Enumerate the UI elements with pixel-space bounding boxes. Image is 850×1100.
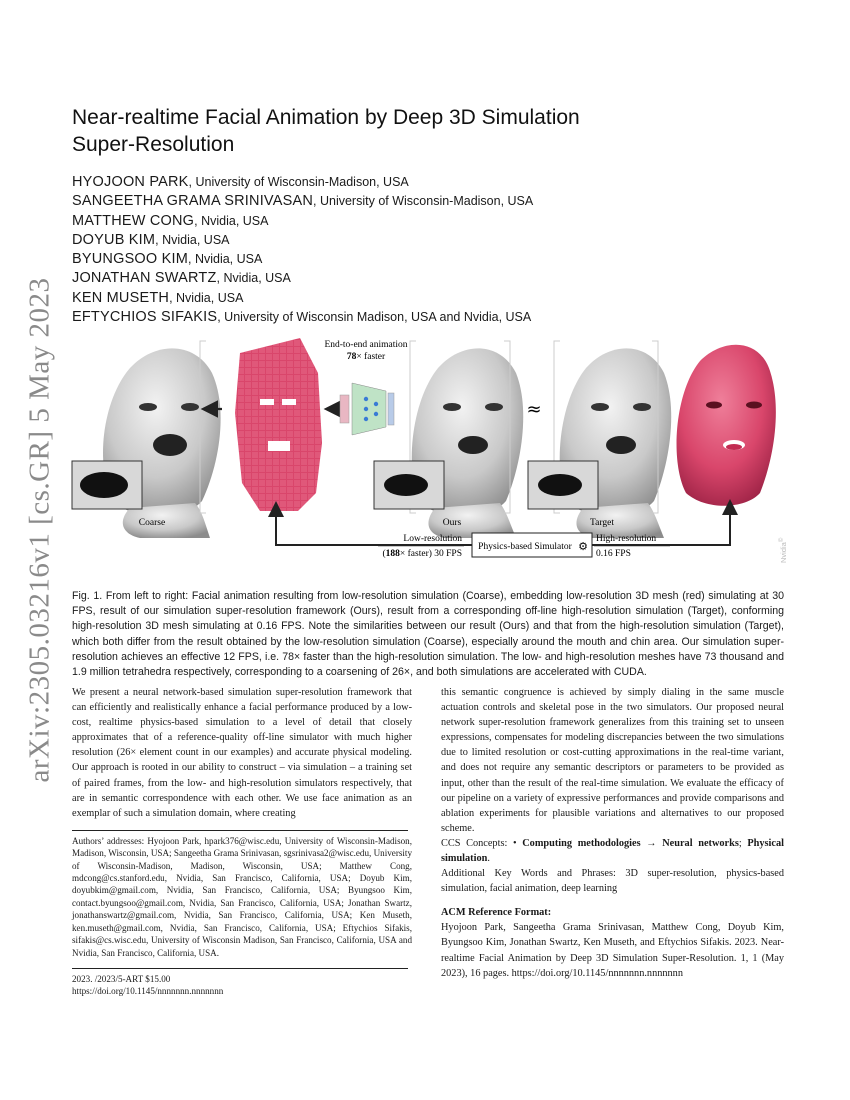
author-affiliation: , Nvidia, USA [216, 271, 291, 286]
low-res-fps: (188× faster) 30 FPS [382, 549, 462, 559]
figure-label-coarse: Coarse [138, 518, 166, 528]
high-res-label: High-resolution [596, 534, 657, 544]
abstract-part-1: We present a neural network-based simulation super-resolution framework that can efficiently and realistically enhance a facial performance produced by a low-cost, realtime physics-based simulation to a level of detail that closely approximates that of a reference-quality off-line simulator with much higher resolution (26× element count in our examples) and accurate physical modeling. Our approach is rooted in our ability to construct – via simulation – a training set of paired frames, from the low- and high-resolution simulators respectively, that are in semantic correspondence with each other. We use face animation as an exemplar of such a simulation domain, where creating [72, 687, 412, 819]
left-column [72, 685, 412, 998]
ccs-concepts [441, 836, 784, 866]
physics-simulator-label: Physics-based Simulator [478, 542, 572, 552]
high-res-mesh-render [677, 345, 776, 506]
low-res-fps-rest: × faster) 30 FPS [399, 549, 462, 559]
author-entry [72, 269, 792, 288]
gear-icon: ⚙ [578, 540, 588, 553]
author-affiliation: , University of Wisconsin Madison, USA and Nvidia, USA [217, 310, 532, 325]
author-entry [72, 192, 792, 211]
author-affiliation: , University of Wisconsin-Madison, USA [188, 175, 409, 189]
copyright-line: 2023. /2023/5-ART $15.00 [72, 973, 171, 984]
author-entry [72, 212, 792, 231]
doi-link[interactable]: https://doi.org/10.1145/nnnnnnn.nnnnnnn [72, 986, 224, 997]
author-entry [72, 173, 792, 192]
author-name: SANGEETHA GRAMA SRINIVASAN [72, 193, 314, 210]
e2e-animation-label: End-to-end animation [324, 340, 408, 350]
neural-network-icon [340, 383, 394, 435]
authors-addresses: Authors’ addresses: Hyojoon Park, hpark376@wisc.edu, University of Wisconsin-Madison, Madison, Wisconsin, USA; Sangeetha Grama Srinivasan, sgsrinivasa2@wisc.edu, University of Wisconsin-Madison, Madison, Wisconsin, USA; Matthew Cong, mdcong@cs.stanford.edu, Nvidia, San Francisco, California, USA; Doyub Kim, doyubkim@gmail.com, Nvidia, San Francisco, California, USA; Byungsoo Kim, contact.byungsoo@gmail.com, Nvidia, San Francisco, California, USA; Jonathan Swartz, jonathanswartz@gmail.com, Nvidia, San Francisco, California, USA; Ken Museth, ken.museth@gmail.com, Nvidia, San Francisco, California, USA; Eftychios Sifakis, sifakis@cs.wisc.edu, University of Wisconsin Madison, San Francisco, California, USA and Nvidia, San Francisco, California, USA. [72, 835, 412, 958]
e2e-speedup-unit: × faster [356, 352, 386, 362]
coarse-head-render [103, 348, 221, 538]
low-res-speedup-value: 188 [385, 549, 400, 559]
author-name: KEN MUSETH [72, 289, 170, 306]
arxiv-stamp [20, 277, 60, 783]
arxiv-identifier: arXiv:2305.03216v1 [cs.GR] 5 May 2023 [23, 277, 56, 783]
ccs-prefix: CCS Concepts: • [441, 837, 523, 849]
author-entry [72, 289, 792, 308]
author-affiliation: , University of Wisconsin-Madison, USA [313, 194, 534, 209]
figure-label-ours: Ours [442, 518, 462, 528]
nvidia-credit-mark: © [779, 537, 785, 543]
teaser-figure [70, 333, 790, 565]
paper-title [72, 104, 692, 158]
ccs-concept-1: Computing methodologies → Neural networks [522, 837, 739, 849]
ccs-separator: ; [738, 837, 748, 849]
title-line-1: Near-realtime Facial Animation by Deep 3D Simulation [72, 106, 580, 129]
acm-reference-heading: ACM Reference Format: [441, 907, 552, 919]
ours-head-render [412, 348, 524, 538]
approx-symbol: ≈ [526, 399, 542, 420]
ccs-end: . [487, 853, 490, 865]
low-res-label: Low-resolution [403, 534, 462, 544]
author-affiliation: , Nvidia, USA [169, 290, 244, 305]
figure-label-target: Target [590, 518, 614, 528]
high-res-fps: 0.16 FPS [596, 549, 631, 559]
author-affiliation: , Nvidia, USA [194, 213, 269, 228]
e2e-speedup-label [347, 351, 386, 362]
low-res-mesh-render [235, 338, 322, 511]
e2e-speedup-value: 78 [346, 352, 357, 362]
author-name: EFTYCHIOS SIFAKIS [72, 309, 218, 326]
author-affiliation: , Nvidia, USA [188, 252, 263, 267]
author-name: HYOJOON PARK [72, 174, 189, 190]
publication-ids [72, 973, 412, 998]
author-name: BYUNGSOO KIM [72, 251, 188, 268]
author-affiliation: , Nvidia, USA [155, 232, 230, 247]
keywords: Additional Key Words and Phrases: 3D super-resolution, physics-based simulation, facial animation, deep learning [441, 868, 784, 895]
author-entry [72, 308, 792, 327]
nvidia-credit-name: Nvidia [779, 542, 788, 563]
author-name: DOYUB KIM [72, 231, 156, 248]
footnote-divider [72, 830, 408, 831]
abstract-part-2: this semantic congruence is achieved by simply dialing in the same muscle actuation controls and skeletal pose in the two simulators. Our proposed neural network super-resolution framework generalizes from this training set to unseen expressions, compensates for modeling discrepancies between the two simulations due to limited resolution or cost-cutting approximations in the real-time variant, and does not require any semantic descriptors or parameters to be provided as input, other than the result of the real-time simulation. We evaluate the efficacy of our pipeline on a variety of expressive performances and provide comparisons and ablation experiments for plausible variations and alternatives to our proposed scheme. [441, 687, 784, 834]
author-list [72, 173, 792, 327]
footnote-divider-2 [72, 968, 408, 969]
author-name: JONATHAN SWARTZ [72, 270, 217, 287]
acm-reference: Hyojoon Park, Sangeetha Grama Srinivasan, Matthew Cong, Doyub Kim, Byungsoo Kim, Jonathan Swartz, Ken Museth, and Eftychios Sifakis. 2023. Near-realtime Facial Animation by Deep 3D Simulation Super-Resolution. 1, 1 (May 2023), 16 pages. https://doi.org/10.1145/nnnnnnn.nnnnnnn [441, 922, 784, 979]
coarse-mouth-inset [72, 461, 142, 509]
title-line-2: Super-Resolution [72, 133, 235, 156]
author-entry [72, 250, 792, 269]
ours-mouth-inset [374, 461, 444, 509]
author-entry [72, 231, 792, 250]
nvidia-credit [778, 537, 788, 563]
ccs-concept-2: Physical simulation [441, 837, 784, 865]
target-mouth-inset [528, 461, 598, 509]
target-head-render [560, 348, 672, 538]
author-name: MATTHEW CONG [72, 212, 195, 229]
figure-caption: Fig. 1. From left to right: Facial animation resulting from low-resolution simulation (Coarse), embedding low-resolution 3D mesh (red) simulating at 30 FPS, result of our simulation super-resolution framework (Ours), result from a corresponding off-line high-resolution simulation (Target), conforming high-resolution 3D mesh simulating at 0.16 FPS. Note the similarities between our result (Ours) and that from the high-resolution simulation (Target), which both differ from the result obtained by the low-resolution simulation (Coarse), especially around the mouth and chin area. Our simulation super-resolution achieves an effective 12 FPS, i.e. 78× faster than the high-resolution simulation. The low- and high-resolution meshes have 73 thousand and 1.9 million tetrahedra respectively, corresponding to a coarsening of 26×, and both simulations are accelerated with CUDA. [72, 590, 784, 679]
right-column [441, 685, 784, 981]
